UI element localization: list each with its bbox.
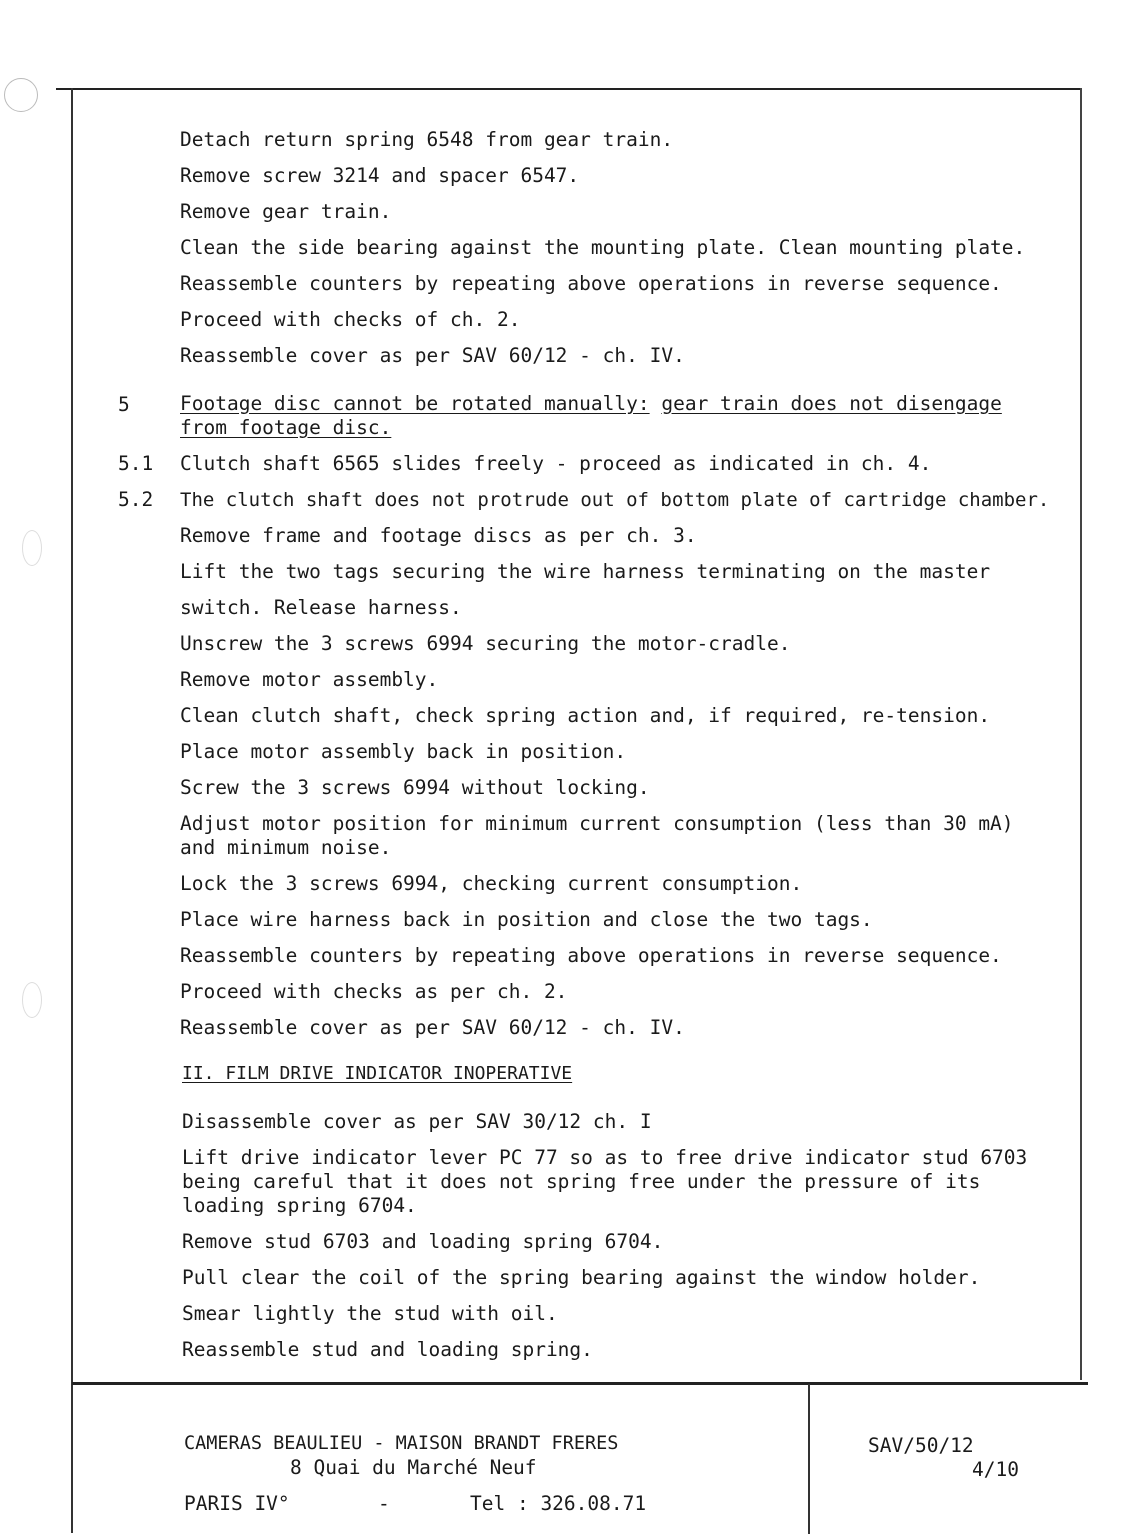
footer-rule [72, 1382, 1088, 1385]
footer-company: CAMERAS BEAULIEU - MAISON BRANDT FRERES [184, 1433, 619, 1454]
footer-page-number: 4/10 [972, 1458, 1019, 1481]
step-line: Remove motor assembly. [180, 668, 439, 691]
step-line: Pull clear the coil of the spring bearing against the window holder. [182, 1266, 981, 1289]
frame-right-rule [1080, 88, 1082, 1380]
binder-hole-icon [22, 982, 42, 1018]
step-line: Screw the 3 screws 6994 without locking. [180, 776, 650, 799]
step-line: Reassemble cover as per SAV 60/12 - ch. IV. [180, 1016, 685, 1039]
footer-divider-rule [808, 1384, 810, 1534]
footer-separator: - [378, 1492, 390, 1515]
step-line: Reassemble stud and loading spring. [182, 1338, 593, 1361]
step-line: Place wire harness back in position and close the two tags. [180, 908, 873, 931]
step-line: Adjust motor position for minimum current consumption (less than 30 mA) [180, 812, 1014, 835]
section-title-part: Footage disc cannot be rotated manually: [180, 392, 650, 415]
binder-hole-icon [4, 78, 38, 112]
item-text: Clutch shaft 6565 slides freely - proceed as indicated in ch. 4. [180, 452, 932, 475]
step-line: Reassemble counters by repeating above operations in reverse sequence. [180, 944, 1002, 967]
footer-address: 8 Quai du Marché Neuf [290, 1456, 537, 1479]
item-number: 5.2 [118, 488, 154, 511]
step-line: Remove frame and footage discs as per ch. 3. [180, 524, 697, 547]
frame-left-rule [71, 88, 73, 1533]
binder-hole-icon [22, 530, 42, 566]
section-title-continued: from footage disc. [180, 416, 392, 439]
step-line: Lock the 3 screws 6994, checking current consumption. [180, 872, 803, 895]
step-line: Place motor assembly back in position. [180, 740, 627, 763]
step-line: Proceed with checks as per ch. 2. [180, 980, 568, 1003]
footer-doc-ref: SAV/50/12 [868, 1434, 974, 1457]
footer-telephone: Tel : 326.08.71 [470, 1492, 647, 1515]
step-line: Detach return spring 6548 from gear train. [180, 128, 674, 151]
section-title [180, 392, 1002, 416]
step-line: Smear lightly the stud with oil. [182, 1302, 558, 1325]
step-line: Clean clutch shaft, check spring action and, if required, re-tension. [180, 704, 991, 727]
step-line: Remove screw 3214 and spacer 6547. [180, 164, 580, 187]
frame-top-rule [56, 88, 1082, 90]
item-text: The clutch shaft does not protrude out of bottom plate of cartridge chamber. [180, 489, 1050, 511]
step-line: Lift the two tags securing the wire harness terminating on the master [180, 560, 991, 583]
step-line: Remove gear train. [180, 200, 392, 223]
step-line: being careful that it does not spring free under the pressure of its [182, 1170, 981, 1193]
step-line: loading spring 6704. [182, 1194, 417, 1217]
step-line: and minimum noise. [180, 836, 392, 859]
step-line: Disassemble cover as per SAV 30/12 ch. I [182, 1110, 652, 1133]
section-number: 5 [118, 393, 130, 416]
step-line: Remove stud 6703 and loading spring 6704. [182, 1230, 664, 1253]
step-line: Reassemble cover as per SAV 60/12 - ch. IV. [180, 344, 685, 367]
section-title-part: gear train does not disengage [661, 392, 1002, 415]
step-line: switch. Release harness. [180, 596, 462, 619]
step-line: Proceed with checks of ch. 2. [180, 308, 521, 331]
section-heading: II. FILM DRIVE INDICATOR INOPERATIVE [182, 1063, 573, 1084]
step-line: Reassemble counters by repeating above operations in reverse sequence. [180, 272, 1002, 295]
item-number: 5.1 [118, 452, 154, 475]
step-line: Unscrew the 3 screws 6994 securing the motor-cradle. [180, 632, 791, 655]
step-line: Lift drive indicator lever PC 77 so as to free drive indicator stud 6703 [182, 1146, 1028, 1169]
step-line: Clean the side bearing against the mounting plate. Clean mounting plate. [180, 236, 1026, 259]
footer-city: PARIS IV° [184, 1492, 290, 1515]
